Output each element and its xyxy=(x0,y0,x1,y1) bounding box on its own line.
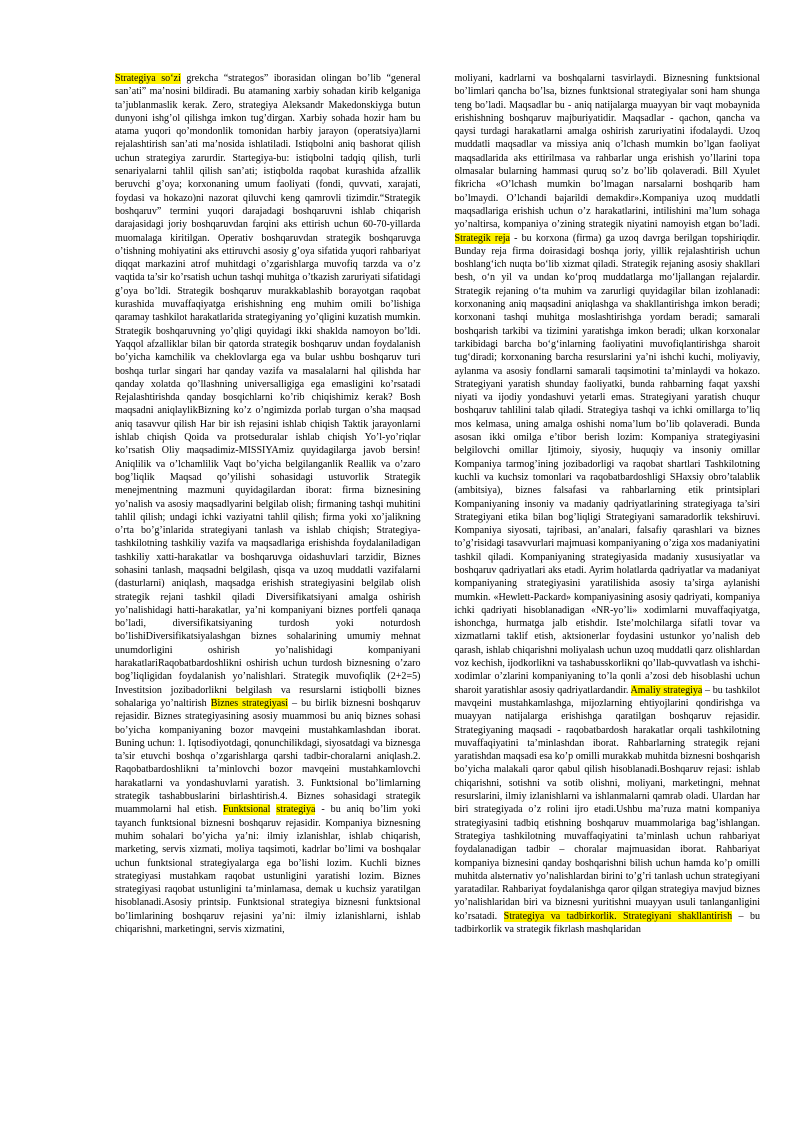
highlighted-term-biznes-strategiyasi: Biznes strategiyasi xyxy=(210,697,288,709)
left-paragraph xyxy=(115,72,421,936)
highlighted-term-strategik-reja: Strategik reja xyxy=(454,232,510,244)
right-paragraph xyxy=(455,72,761,936)
text-run: - bu aniq bo’lim yoki tayanch funktsional biznesni boshqaruv rejasidir. Kompaniya biznesning muhim sohalari bo’yicha ya’ni: ilmiy izlanishlar, ishlab chiqarish, marketing, servis xizmati, moliya taqsimoti, kadrlar bo’limi va boshqalar uchun funktsional strategiyalarga ega bo’lishi lozim. Kuchli biznes strategiyasi mustahkam raqobat ustunligini yaratishi lozim. Biznes strategiyasi raqobat ustunligini ta’minlamasa, demak u kuchsiz yaratilgan hisoblanadi.Asosiy printsip. Funktsional strategiya biznesni funktsional bo’limlarining boshqaruv rejasini ya’ni: ilmiy izlanishlarni, ishlab chiqarishni, marketingni, servis xizmatini, xyxy=(115,804,421,935)
highlighted-term-amaliy-strategiya: Amaliy strategiya xyxy=(630,684,703,696)
text-run: moliyani, kadrlarni va boshqalarni tasvirlaydi. Biznesning funktsional bo’limlari qancha bo’lsa, biznes funktsional strategiyalar soni ham shunga teng bo’ladi. Maqsadlar bu - aniq natijalarga muayyan bir vaqt mobaynida erishishning boshqaruv majburiyatidir. Maqsadlar - qachon, qancha va qaysi turdagi harakatlarni amalga oshirish zaruriyatini ifodalaydi. Uzoq muddatli maqsadlar va missiya aniq o’lchash mumkin bo’lgan faoliyat maqsadlarida aks ettirilmasa va rahbarlar unga erishish yo’llarini topa olmasalar bularning hammasi quruq so’z bo’lib qolaveradi. Bill Xyulet fikricha «O’lchash mumkin bo’lmagan narsalarni boshqarib ham bo’lmaydi. O’lchandi bajarildi demakdir».Kompaniya uzoq muddatli maqsadlariga erishish uchun o’z harakatlarini, intilishini ma’lum sohaga yo’naltirsa, kompaniya o’zining strategik niyatini namoyish etgan bo’ladi. xyxy=(454,73,760,231)
left-column xyxy=(115,72,421,1131)
highlighted-term-strategiya-sozi: Strategiya so‘zi xyxy=(115,73,181,84)
text-run: – bu tashkilot mavqeini mustahkamlashga, mijozlarning ehtiyojlarini qondirishga va muayyan natijalarga erishishga qaratilgan boshqaruv rejasidir. Strategiyaning maqsadi - raqobatbardosh harakatlar orqali tashkilotning muvaffaqiyatini ta’minlashdan iborat. Rahbarlarning strategik rejani yaratishdan maqsadi esa ko’p omilli murakkab muhitda biznesni boshqarish bo’yicha malakali qaror qabul qilish hisoblanadi.Boshqaruv rejasi: ishlab chiqarishni, sotishni va sotib olishni, moliyani, marketingni, mehnat resurslarini, ilmiy izlanishlarni va ishlanmalarni qamrab oladi. Ulardan har biri strategiyada o’z rolini ijro etadi.Ushbu ma’ruza matni kompaniya strategiyasini tadbiq etishning boshqaruv muammolariga bag’ishlangan. Strategiya tashkilotning muvaffaqiyatini ta’minlash uchun rahbariyat foydalanadigan tadbir – choralar majmuasidan iborat. Rahbariyat kompaniya biznesini qanday boshqarishni bilish uchun hamda ko’p omilli muhitda alьternativ yo’nalishlardan birini to’g’ri tanlash uchun strategiyani yaratadilar. Rahbariyat foydalanishga qaror qilgan strategiya mavjud biznes yo’nalishlaridan biri va biznesni yuritishni muayyan usuli tanlanganligini ko’rsatadi. xyxy=(454,684,760,922)
right-column xyxy=(455,72,761,1131)
text-run: - bu korxona (firma) ga uzoq davrga berilgan topshiriqdir. Bunday reja firma doirasidagi boshqa joriy, yillik rejalashtirish uchun boshlang‘ich nuqta bo‘lib xizmat qiladi. Strategik rejaning asosiy shakllari besh, o‘n yil va undan ko‘proq muddatlarga mo‘ljallangan rejalardir. Strategik rejaning o‘ta muhim va zarurligi quyidagilar bilan izohlanadi: korxonaning aniq maqsadini aniqlashga va shakllantirishga imkon beradi; korxonani tashqi muhitga moslashtirishga yordam beradi; samarali boshqarish tarkibi va tizimini yaratishga imkon beradi; ulkan korxonalar tarkibidagi barcha bo‘g‘inlarning faoliyatini muvofiqlantirishga sharoit tug‘diradi; korxonaning barcha resurslarini ya’ni ishchi kuchi, moliyaviy, aylanma va asosiy fondlarni samarali taqsimotini ta’minlaydi va hokazo. Strategiyani yaratish shunday faoliyatki, bunda rahbarning faqat yaxshi niyati va ijodiy yondashuvi yetarli emas. Strategiyani yaratish chuqur boshqaruv tahlilini talab qiladi. Strategiya tashqi va ichki omillarga to’liq mos kelmasa, uning amalga oshishi noma’lum bo’lib qolaveradi. Bunda asosan ikki omilga e’tibor berish lozim: Kompaniya strategiyasini belgilovchi omillar Ijtimoiy, siyosiy, huquqiy va insoniy omillar Kompaniya tarmog’ining jozibadorligi va raqobat shartlari Tashkilotning kuchli va kuchsiz tomonlari va raqobatbardoshligi SHaxsiy obro’talablik (ambitsiya), biznes falsafasi va rahbarlarning etik printsiplari Kompaniyaning insoniy va madaniy qadriyatlarining strategiyaga ta’siri Strategiyani etika bilan bog’liqligi Strategiyani samaradorlik tekshiruvi. Kompaniya siyosati, tajribasi, an’analari, falsafiy qarashlari va biznes to’g’risidagi tasavvurlari majmuasi kompaniyaning o’ziga xos madaniyatini tashkil qiladi. Kompaniyaning strategiyasida madaniy xususiyatlar va boshqaruv qadriyatlari aks etadi. Ayrim holatlarda qadriyatlar va madaniyat kompaniyaning strategiyasini yaratilishida asosiy ta’sirga aylanishi mumkin. «Hewlett-Packard» kompaniyasining asosiy qadriyati, kompaniya ichki qadriyati hisoblanadigan «NR-yo’li» xodimlarni muvaffaqiyatga, ishonchga, hurmatga jalb etishdir. Iste’molchilarga sifatli tovar va xizmatlarni taklif etish, aktsionerlar foydasini ustunkor yo’nalish deb qarash, ishlab chiqarishni moliyalash uchun uzoq muddatli qarz olishlardan voz kechish, ijodkorlikni va tashabusskorlikni qo’llab-quvvatlash va ishchi-xodimlar o’zlarini kompaniyaning to’la qonli a’zosi deb hisoblashi uchun sharoit yaratishlar asosiy qadriyatlardandir. xyxy=(454,232,760,696)
highlighted-term-funktsional: Funktsional xyxy=(222,804,271,816)
highlighted-term-strategiya-va-tadbirkorlik: Strategiya va tadbirkorlik. Strategiyani shakllantirish xyxy=(503,910,733,922)
text-run: grekcha “strategos” iborasidan olingan bo’lib “general san’ati” ma’nosini bildiradi. Bu atamaning xarbiy sohadan kirib kelganiga ta’jublanmaslik kerak. Zero, strategiya Aleksandr Makedonskiyga butun dunyoni ishg’ol qilishga imkon tug’dirgan. Xarbiy sohada hozir ham bu atama yuqori qo’mondonlik tomonidan harbiy jarayon (operatsiya)larni rejalashtirish san’ati ma’nosida ishlatiladi. Istiqbolni aniq bashorat qilish uchun strategiya zarurdir. Startegiya-bu: istiqbolni tadqiq qilish, turli senariyalarni tahlil qilish san’ati; istiqbolda raqobat kurashida afzallik beruvchi g’oya; korxonaning umum faoliyati (fondi, quvvati, xarajati, foydasi va hokazo)ni nazorat qiluvchi keng qamrovli tizimdir.“Strategik boshqaruv” termini yuqori darajadagi boshqaruvni ishlab chiqarish darajasidagi joriy boshqaruvdan farqini aks ettirish uchun 60-70-yillarda muomalaga kiritilgan. Operativ boshqaruvdan strategik boshqaruvga o’tishning mohiyatini aks ettiruvchi asosiy g’oya sifatida yuqori rahbariyat diqqat markazini atrof muhitdagi o’zgarishlarga muvofiq tarzda va o’z vaqtida ta’sir ko’rsatish uchun tashqi muhitga o’tkazish zaruriyati sifatidagi g’oya bo’ldi. Strategik boshqaruv murakkablashib borayotgan raqobat kurashida muvaffaqiyatga erishishning eng muhim omili bo’lishiga qaramay tashkilot harakatlarida strategiyaning yo’qligini kuzatish mumkin. Strategik boshqaruvning yo’qligi quyidagi ikki shaklda namoyon bo’ldi. Yaqqol afzalliklar bilan bir qatorda strategik boshqaruv undan foydalanish bo’yicha kamchilik va cheklovlarga ega va bular ushbu boshqaruv turi boshqa turlar singari har qanday vazifa va masalalarni hal qilishda har qanday xolatda qo’llashning universalligiga ega emasligini ko’rsatadi Rejalashtirishda qanday bosqichlarni ko’rib chiqishimiz kerak? Bosh maqsadni aniqlaylikBizning ko’z o’ngimizda porlab turgan o’sha maqsad aniq tasavvur qilish Har bir ish rejasini ishlab chiqish Taktik jarayonlarni ishlab chiqish Qoida va protseduralar ishlab chiqish Yo’l-yo’riqlar ko’rsatish Oliy maqsadimiz-MISSIYAmiz quyidagilarga javob bersin! Aniqlilik va o’lchamlilik Vaqt bo’yicha belgilanganlik Reallik va o’zaro bog’liqlik Maqsad qo’yilishi sohasidagi ustuvorlik Strategik menejmentning mazmuni quyidagilardan iborat: firma biznesining yo’nalish va asosiy maqsadlyarini belgilab olish; firmaning tashqi muhitini tahlil qilish; undagi ichki vaziyatni tahlil qilish; firma yoki xo’jalikning o’rta bo’g’inlarida strategiyani tanlash va ishlab chiqish; Strategiya-tashkilotning tashkiliy vazifa va maqsadlariga erishishda foydalaniladigan tashkiliy xatti-harakatlar va boshqaruvga oidashuvlari tarzidir, Biznes sohasini tanlash, maqsadni belgilash, qisqa va uzoq muddatli vazifalarni (dasturlarni) aniqlash, maqsadga erishish strategiyasini belgilab olish strategik rejani tashkil qiladi Diversifikatsiyani amalga oshirish yo’nalishidagi hatti-harakatlar, ya’ni kompaniyani biznes portfeli qanaqa bo’ladi, diversifikatsiyaning turdosh yoki noturdosh bo’lishiDiversifikatsiyalashgan biznes sohalarining umumiy mehnat unumdorligini oshirish yo’nalishidagi kompaniyani harakatlariRaqobatbardoshlikni oshirish uchun turdosh biznesning o’zaro bog’liqligidan foydalanish yo’nalishlari. Strategik muvofiqlik (2+2=5) Investitsion jozibadorlikni belgilash va resurslarni istiqbolli biznes sohalariga yo’naltirish xyxy=(115,73,421,709)
highlighted-term-strategiya: strategiya xyxy=(276,804,316,816)
text-run: – bu birlik biznesni boshqaruv rejasidir. Biznes strategiyasining asosiy muammosi bu aniq biznes sohasi bo’yicha kompaniyaning bozor mavqeini mustahkamlashdan iborat. Buning uchun: 1. Iqtisodiyotdagi, qonunchilikdagi, siyosatdagi va biznesga ta’sir etuvchi boshqa o’zgarishlarga qarshi tadbir-choralarni aniqlash.2. Raqobatbardoshlikni ta’minlovchi bozor mavqeini mustahkamlovchi harakatlarni va yondashuvlarni yaratish. 3. Funktsional bo’limlarning strategik tashabbuslarini birlashtirish.4. Biznes sohasidagi strategik muammolarni hal etish. xyxy=(115,697,421,816)
text-run: – bu tadbirkorlik va strategik fikrlash mashqlaridan xyxy=(454,910,761,935)
